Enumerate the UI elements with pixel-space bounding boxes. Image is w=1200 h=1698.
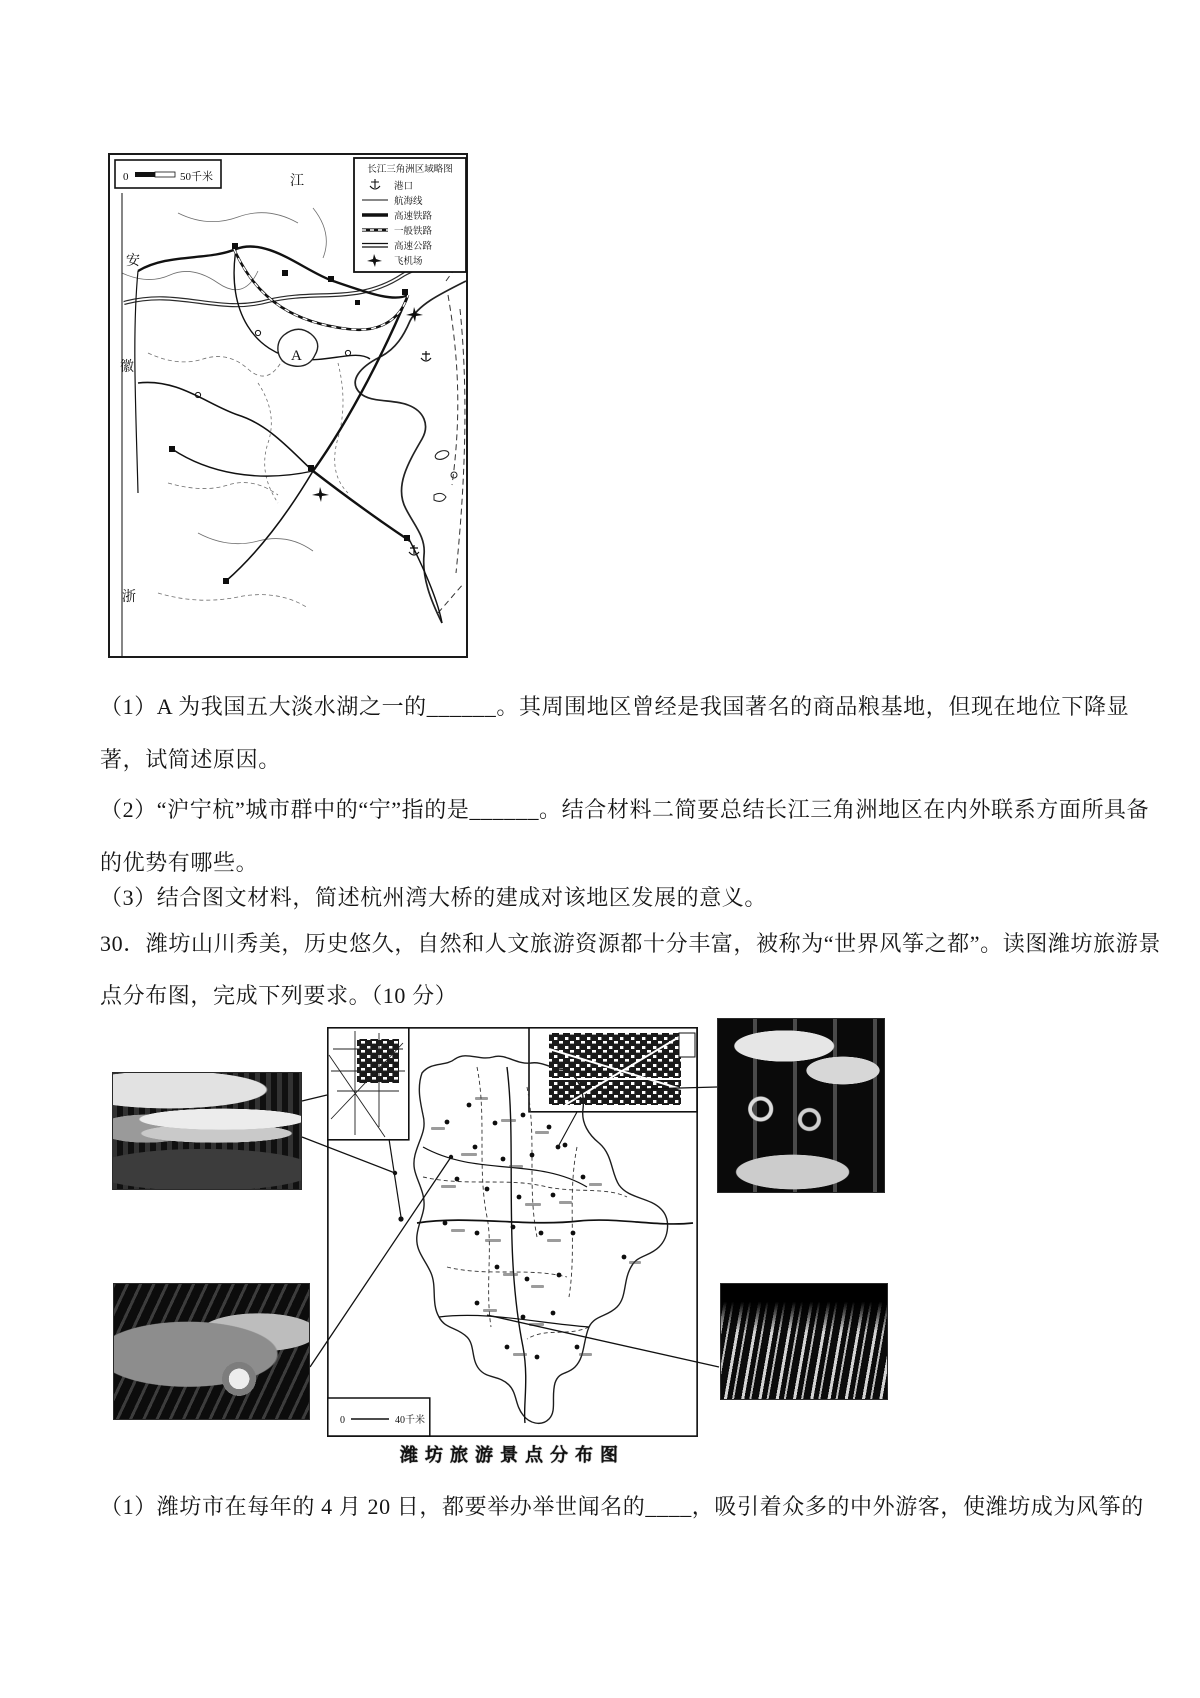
q30-part1: （1）潍坊市在每年的 4 月 20 日，都要举办举世闻名的____，吸引着众多的中外游客，使潍坊成为风筝的 bbox=[100, 1494, 1144, 1519]
attraction-photo-top-right bbox=[717, 1018, 885, 1193]
q30-intro-line2: 点分布图，完成下列要求。（10 分） bbox=[100, 983, 458, 1008]
svg-text:飞机场: 飞机场 bbox=[394, 257, 423, 267]
weifang-figure bbox=[95, 1015, 905, 1475]
attraction-photo-bottom-left bbox=[113, 1283, 310, 1420]
yangtze-delta-map bbox=[108, 153, 468, 658]
map2-scale bbox=[328, 1398, 430, 1436]
svg-text:一般铁路: 一般铁路 bbox=[394, 227, 433, 237]
province-label-zhe: 浙 bbox=[122, 590, 136, 605]
lake-a-label: A bbox=[291, 348, 302, 364]
province-label-hui: 徽 bbox=[120, 360, 134, 375]
city-inset-right bbox=[529, 1028, 697, 1150]
weifang-map-caption: 潍坊旅游景点分布图 bbox=[400, 1445, 625, 1465]
q29-part1-line2: 著，试简述原因。 bbox=[100, 747, 281, 772]
svg-text:港口: 港口 bbox=[394, 182, 414, 192]
attraction-photo-top-left bbox=[112, 1072, 302, 1190]
svg-text:高速公路: 高速公路 bbox=[394, 242, 433, 252]
province-label-an: 安 bbox=[126, 254, 140, 269]
svg-text:航海线: 航海线 bbox=[394, 197, 423, 207]
port-icon bbox=[409, 351, 431, 555]
svg-text:高速铁路: 高速铁路 bbox=[394, 212, 433, 222]
svg-text:40千米: 40千米 bbox=[395, 1415, 425, 1426]
city-inset-left bbox=[328, 1028, 409, 1222]
yangtze-delta-map-drawing bbox=[108, 153, 468, 658]
legend-title: 长江三角洲区域略图 bbox=[367, 165, 453, 175]
q29-part1-line1: （1）A 为我国五大淡水湖之一的______。其周围地区曾经是我国著名的商品粮基地，但现在地位下降显 bbox=[100, 694, 1130, 719]
q29-part3: （3）结合图文材料，简述杭州湾大桥的建成对该地区发展的意义。 bbox=[100, 885, 768, 910]
map-scale bbox=[115, 160, 221, 188]
province-label-jiang: 江 bbox=[290, 174, 304, 189]
weifang-map-drawing bbox=[327, 1027, 698, 1437]
svg-text:50千米: 50千米 bbox=[180, 171, 213, 183]
svg-text:0: 0 bbox=[123, 171, 129, 183]
svg-text:0: 0 bbox=[340, 1415, 345, 1426]
map-legend bbox=[354, 158, 466, 272]
illegible-labels bbox=[431, 1097, 641, 1356]
q30-intro-line1: 30．潍坊山川秀美，历史悠久，自然和人文旅游资源都十分丰富，被称为“世界风筝之都”。读图潍坊旅游景 bbox=[100, 931, 1161, 956]
attraction-photo-bottom-right bbox=[720, 1283, 888, 1400]
q29-part2-line1: （2）“沪宁杭”城市群中的“宁”指的是______。结合材料二简要总结长江三角洲地区在内外联系方面所具备 bbox=[100, 797, 1150, 822]
q29-part2-line2: 的优势有哪些。 bbox=[100, 850, 259, 875]
